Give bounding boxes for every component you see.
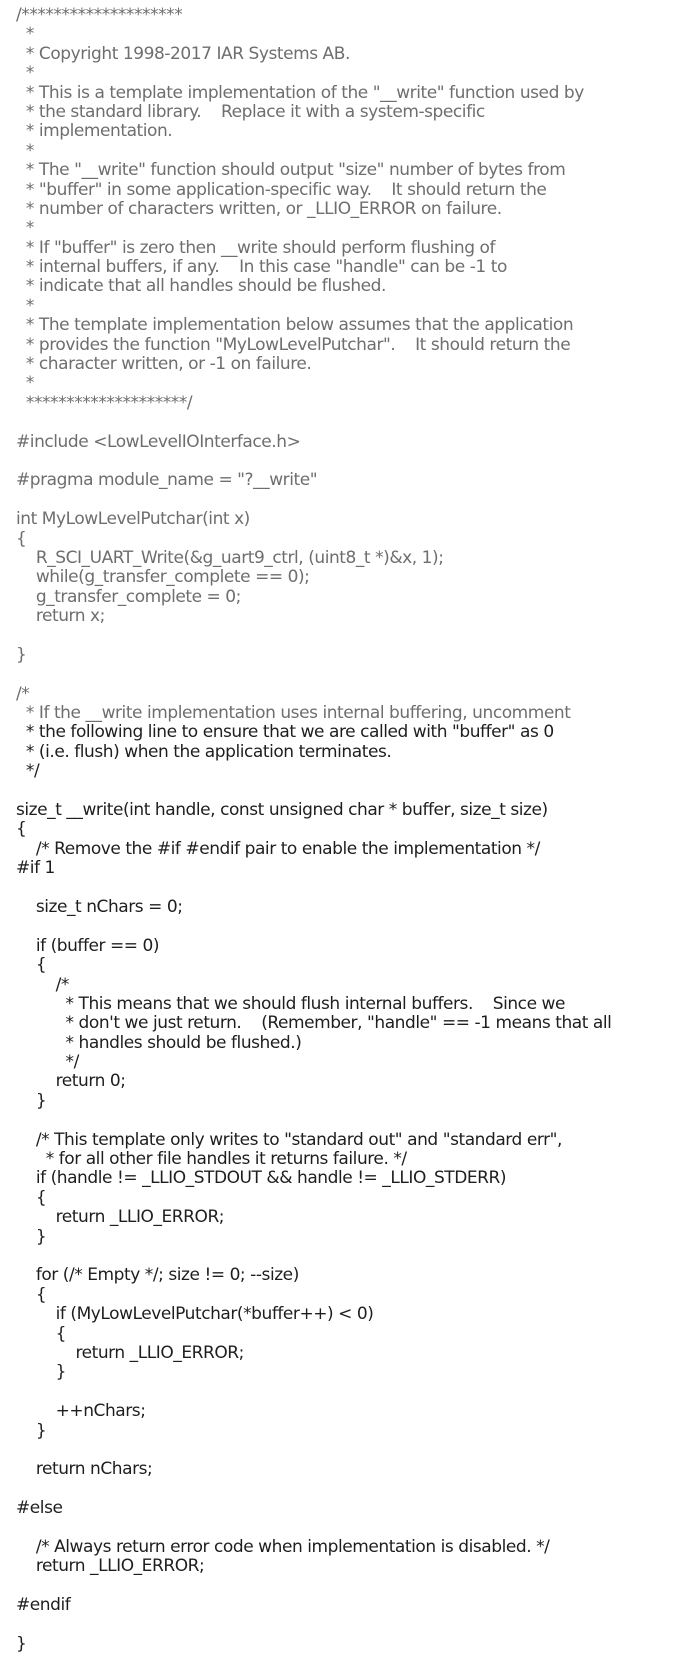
code-line: [16, 1577, 681, 1596]
code-line: * number of characters written, or _LLIO_ERROR on failure.: [16, 198, 502, 219]
code-line: *: [16, 63, 34, 84]
code-line: [16, 879, 681, 898]
code-line: [16, 917, 681, 936]
code-line: }: [16, 1226, 47, 1247]
code-line: *: [16, 140, 34, 161]
code-line: * the following line to ensure that we are called with "buffer" as 0: [16, 722, 554, 743]
code-line: [16, 782, 681, 801]
code-line: }: [16, 1633, 27, 1654]
code-line: {: [16, 955, 47, 976]
code-line: [16, 1518, 681, 1537]
code-line: * the standard library. Replace it with a system-specific: [16, 101, 485, 122]
code-line: /*: [16, 974, 69, 995]
code-line: for (/* Empty */; size != 0; --size): [16, 1265, 299, 1286]
code-line: [16, 1383, 681, 1402]
code-line: [16, 1247, 681, 1266]
code-line: *: [16, 24, 34, 45]
code-line: }: [16, 1362, 66, 1383]
code-line: [16, 1480, 681, 1499]
code-line: return nChars;: [16, 1459, 153, 1480]
code-line: * implementation.: [16, 121, 173, 142]
code-line: * This means that we should flush internal buffers. Since we: [16, 993, 565, 1014]
code-line: }: [16, 644, 27, 665]
code-line: if (MyLowLevelPutchar(*buffer++) < 0): [16, 1304, 374, 1325]
code-line: #else: [16, 1498, 63, 1519]
code-line: /* Remove the #if #endif pair to enable the implementation */: [16, 838, 540, 859]
code-line: return 0;: [16, 1071, 126, 1092]
code-line: [16, 627, 681, 646]
code-line: [16, 1615, 681, 1634]
code-line: return _LLIO_ERROR;: [16, 1207, 225, 1228]
code-line: while(g_transfer_complete == 0);: [16, 567, 310, 588]
code-line: {: [16, 1323, 66, 1344]
code-line: [16, 1111, 681, 1130]
code-line: *: [16, 295, 34, 316]
code-line: return _LLIO_ERROR;: [16, 1556, 205, 1577]
code-line: */: [16, 1052, 79, 1073]
code-line: #include <LowLevelIOInterface.h>: [16, 431, 301, 452]
code-line: #if 1: [16, 858, 55, 879]
code-line: {: [16, 1284, 47, 1305]
code-line: /********************: [16, 5, 183, 25]
code-line: *: [16, 218, 34, 239]
code-line: #pragma module_name = "?__write": [16, 470, 318, 491]
code-line: * character written, or -1 on failure.: [16, 354, 312, 375]
code-line: ********************/: [16, 392, 193, 413]
code-line: {: [16, 819, 27, 840]
code-line: /* Always return error code when implementation is disabled. */: [16, 1536, 550, 1557]
code-line: * handles should be flushed.): [16, 1032, 302, 1053]
code-line: [16, 491, 681, 510]
code-line: * If the __write implementation uses internal buffering, uncomment: [16, 703, 571, 724]
code-line: * The template implementation below assumes that the application: [16, 315, 574, 336]
code-line: [16, 1441, 681, 1460]
code-line: *: [16, 373, 34, 394]
code-line: }: [16, 1420, 47, 1441]
code-line: * provides the function "MyLowLevelPutchar". It should return the: [16, 334, 571, 355]
code-line: * "buffer" in some application-specific way. It should return the: [16, 179, 547, 200]
code-line: [16, 452, 681, 471]
code-line: R_SCI_UART_Write(&g_uart9_ctrl, (uint8_t *)&x, 1);: [16, 547, 444, 568]
code-line: * don't we just return. (Remember, "handle" == -1 means that all: [16, 1013, 612, 1034]
code-line: * (i.e. flush) when the application terminates.: [16, 741, 392, 762]
code-line: {: [16, 1187, 47, 1208]
code-line: * The "__write" function should output "size" number of bytes from: [16, 160, 566, 181]
code-line: [16, 413, 681, 432]
code-line: /*: [16, 683, 30, 704]
code-line: * for all other file handles it returns failure. */: [16, 1149, 407, 1170]
code-line: * internal buffers, if any. In this case "handle" can be -1 to: [16, 257, 507, 278]
code-line: * Copyright 1998-2017 IAR Systems AB.: [16, 43, 350, 64]
code-line: if (buffer == 0): [16, 935, 160, 956]
code-line: int MyLowLevelPutchar(int x): [16, 509, 250, 530]
code-line: g_transfer_complete = 0;: [16, 586, 241, 607]
code-line: return _LLIO_ERROR;: [16, 1342, 244, 1363]
code-line: size_t __write(int handle, const unsigned char * buffer, size_t size): [16, 800, 548, 821]
code-line: * indicate that all handles should be flushed.: [16, 276, 386, 297]
code-line: return x;: [16, 606, 105, 627]
code-line: #endif: [16, 1595, 71, 1616]
code-line: }: [16, 1090, 47, 1111]
code-line: if (handle != _LLIO_STDOUT && handle != _LLIO_STDERR): [16, 1168, 507, 1189]
code-line: {: [16, 528, 27, 549]
code-line: */: [16, 761, 40, 782]
code-line: * This is a template implementation of the "__write" function used by: [16, 82, 584, 103]
code-line: size_t nChars = 0;: [16, 896, 183, 917]
code-line: * If "buffer" is zero then __write should perform flushing of: [16, 237, 495, 258]
code-line: /* This template only writes to "standard out" and "standard err",: [16, 1129, 562, 1150]
code-line: ++nChars;: [16, 1401, 146, 1422]
code-line: [16, 665, 681, 684]
